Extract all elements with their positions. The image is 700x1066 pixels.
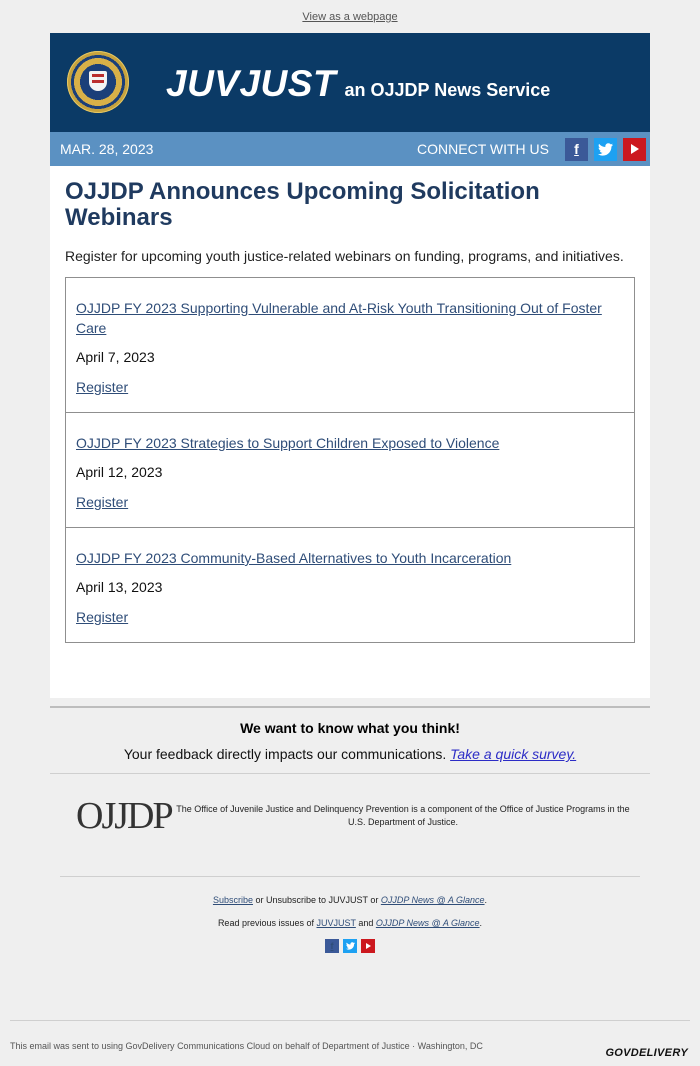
seal-shield-icon: [89, 71, 107, 91]
subscribe-row: [50, 895, 650, 905]
view-as-webpage-link[interactable]: View as a webpage: [302, 10, 398, 23]
footer-social: [50, 939, 650, 953]
webinar-date: April 7, 2023: [76, 349, 155, 365]
previous-issues-text: Read previous issues of: [217, 918, 317, 928]
webinar-item: [66, 528, 634, 642]
period: .: [479, 918, 483, 928]
brand: [166, 63, 550, 105]
webinar-date: April 13, 2023: [76, 579, 163, 595]
subscribe-link[interactable]: Subscribe: [212, 895, 253, 905]
page-title: OJJDP Announces Upcoming Solicitation Webinars: [65, 178, 540, 231]
agency-description: The Office of Juvenile Justice and Delinquency Prevention is a component of the Office of Justice Programs in the U.S. Department of Justice.: [176, 804, 630, 827]
youtube-icon[interactable]: [623, 138, 646, 161]
survey-link[interactable]: Take a quick survey.: [450, 746, 577, 762]
date-bar: [50, 132, 650, 166]
email-container: [50, 33, 650, 953]
register-link[interactable]: Register: [76, 494, 129, 510]
webinar-title-link[interactable]: OJJDP FY 2023 Strategies to Support Children Exposed to Violence: [76, 435, 500, 451]
footer-links: [50, 895, 650, 953]
footer-divider: [60, 876, 640, 877]
govdelivery-logo: GOVDELIVERY: [605, 1047, 688, 1059]
feedback-text: Your feedback directly impacts our communications.: [123, 746, 447, 762]
and-text: and: [355, 918, 376, 928]
masthead: [50, 33, 650, 132]
main-content: [50, 166, 650, 698]
webinar-title-link[interactable]: OJJDP FY 2023 Community-Based Alternatives to Youth Incarceration: [76, 550, 512, 566]
brand-title: JUVJUST: [166, 63, 337, 104]
feedback-section: [50, 706, 650, 774]
previous-issues-row: [50, 918, 650, 928]
agency-section: [50, 774, 650, 866]
sender-footer: [10, 1020, 690, 1066]
webinar-item: [66, 413, 634, 528]
webinar-list: [65, 277, 635, 643]
youtube-icon[interactable]: [361, 939, 375, 953]
webinar-date: April 12, 2023: [76, 464, 163, 480]
connect-with-us: [417, 138, 646, 161]
twitter-icon[interactable]: [594, 138, 617, 161]
webinar-item: [66, 278, 634, 413]
facebook-icon[interactable]: f: [565, 138, 588, 161]
juvjust-link[interactable]: JUVJUST: [316, 918, 356, 928]
facebook-icon[interactable]: f: [325, 939, 339, 953]
feedback-line: [50, 746, 650, 762]
period: .: [484, 895, 488, 905]
register-link[interactable]: Register: [76, 609, 129, 625]
register-link[interactable]: Register: [76, 379, 129, 395]
issue-date: MAR. 28, 2023: [60, 141, 154, 157]
twitter-icon[interactable]: [343, 939, 357, 953]
sender-text: This email was sent to using GovDelivery Communications Cloud on behalf of Department of Justice · Washington, DC: [10, 1041, 483, 1051]
ojjdp-logo: OJJDP: [76, 795, 172, 837]
connect-label: CONNECT WITH US: [417, 141, 549, 157]
ojjdp-news-link[interactable]: OJJDP News @ A Glance: [380, 895, 485, 905]
webinar-title-link[interactable]: OJJDP FY 2023 Supporting Vulnerable and At-Risk Youth Transitioning Out of Foster Care: [76, 300, 602, 336]
top-bar: [0, 0, 700, 33]
intro-text: Register for upcoming youth justice-related webinars on funding, programs, and initiatives.: [65, 248, 624, 264]
ojjdp-news-link-2[interactable]: OJJDP News @ A Glance: [375, 918, 480, 928]
feedback-heading: We want to know what you think!: [240, 720, 460, 736]
subscribe-text: or Unsubscribe to JUVJUST or: [252, 895, 381, 905]
brand-subtitle: an OJJDP News Service: [344, 80, 551, 100]
doj-seal-icon: [67, 51, 129, 113]
